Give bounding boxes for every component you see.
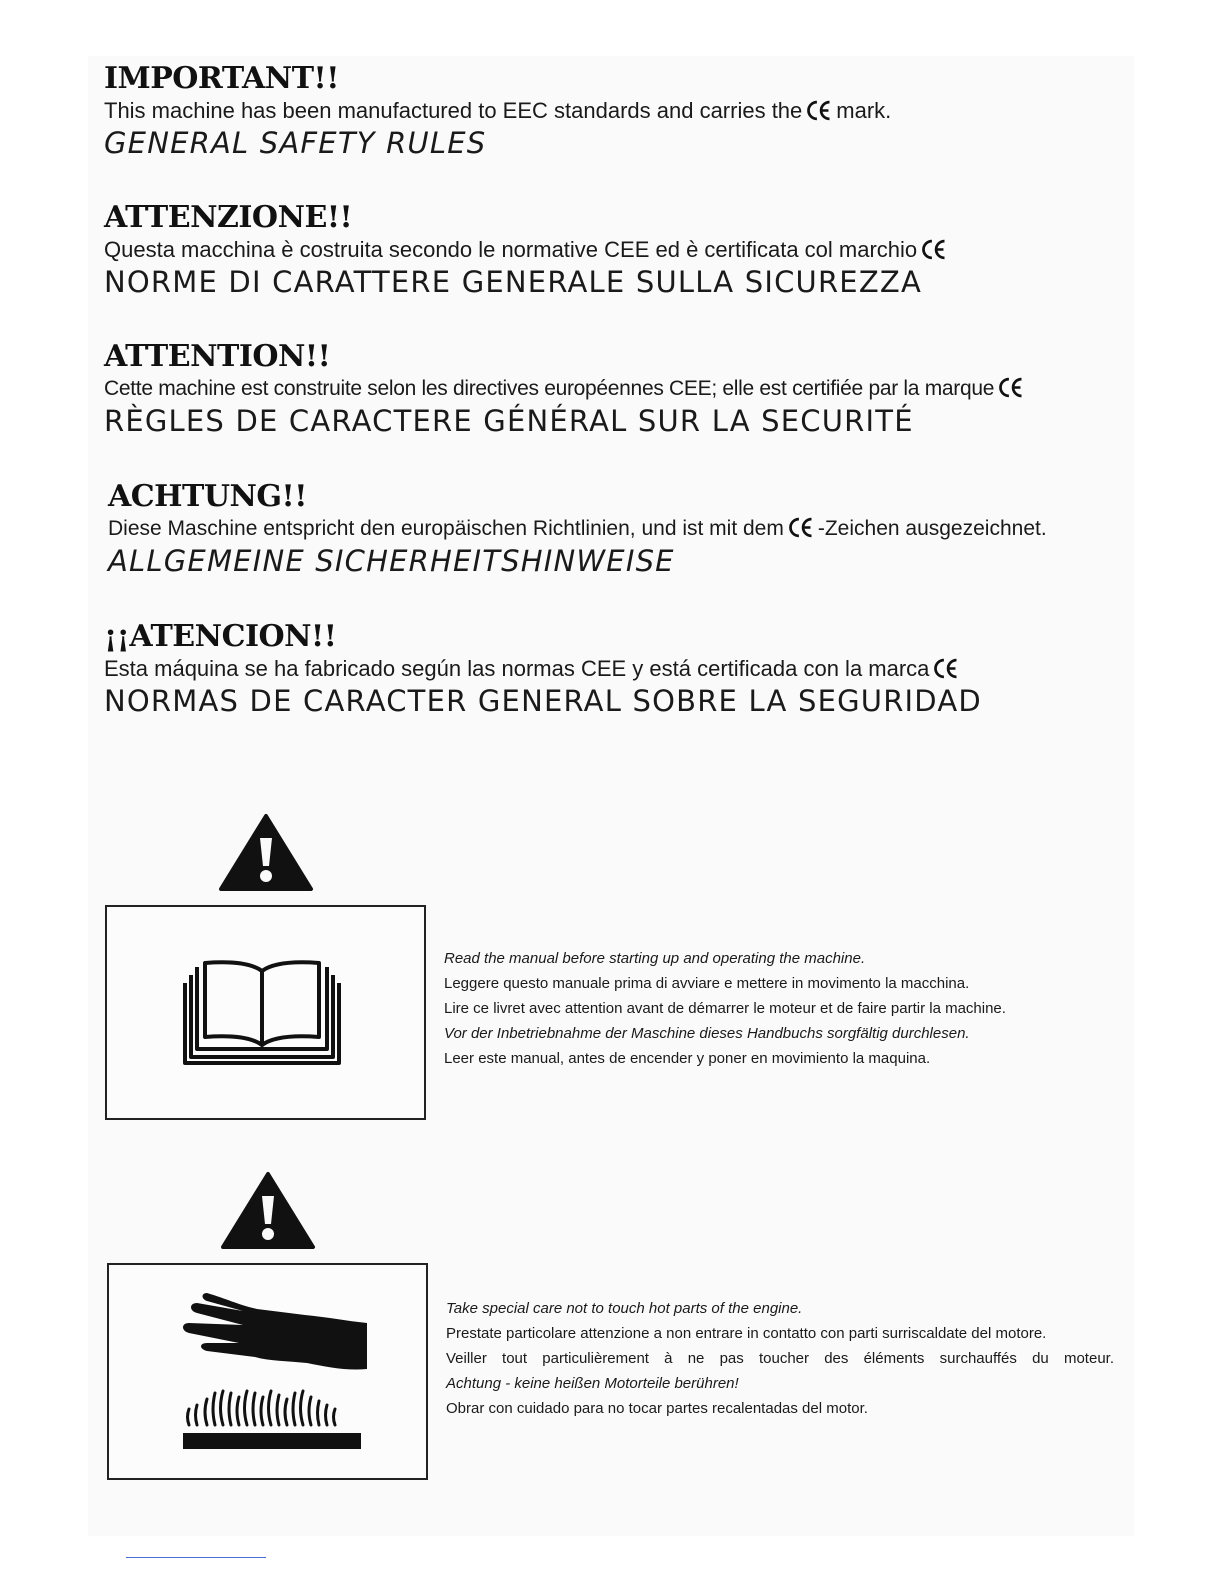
section-text: This machine has been manufactured to EEC standards and carries the mark. (104, 98, 892, 123)
section-heading: ACHTUNG!! (108, 479, 307, 514)
section-subtitle: ALLGEMEINE SICHERHEITSHINWEISE (108, 544, 675, 578)
warning-line: Lire ce livret avec attention avant de démarrer le moteur et de faire partir la machine. (444, 1000, 1006, 1017)
warning-line: Read the manual before starting up and operating the machine. (444, 950, 866, 967)
warning-line: Prestate particolare attenzione a non entrare in contatto con parti surriscaldate del motore. (446, 1325, 1047, 1342)
section-important (104, 62, 891, 160)
section-attention (104, 340, 1028, 438)
section-subtitle: GENERAL SAFETY RULES (104, 126, 487, 160)
warning-line: Take special care not to touch hot parts of the engine. (446, 1300, 803, 1317)
pictogram-box (107, 1263, 428, 1480)
pictogram-box (105, 905, 426, 1120)
section-heading: IMPORTANT!! (104, 61, 339, 96)
ce-mark-icon (933, 658, 959, 679)
warning-line: Obrar con cuidado para no tocar partes recalentadas del motor. (446, 1400, 868, 1417)
section-atencion (104, 620, 982, 718)
warning-triangle-icon (220, 1170, 316, 1250)
ce-mark-icon (806, 100, 832, 121)
warning-triangle-icon (218, 812, 314, 892)
section-subtitle: NORME DI CARATTERE GENERALE SULLA SICUREZZA (104, 265, 922, 299)
section-text: Questa macchina è costruita secondo le normative CEE ed è certificata col marchio (104, 235, 951, 265)
footer-rule (126, 1557, 266, 1558)
warning-line: Achtung - keine heißen Motorteile berühren! (446, 1375, 739, 1392)
section-text: Cette machine est construite selon les directives européennes CEE; elle est certifiée par la marque (104, 374, 1028, 404)
section-heading: ATTENTION!! (104, 339, 331, 374)
section-subtitle: RÈGLES DE CARACTERE GÉNÉRAL SUR LA SECURITÉ (104, 404, 914, 438)
section-heading: ATTENZIONE!! (104, 200, 353, 235)
warning-line: Veiller tout particulièrement à ne pas toucher des éléments surchauffés du moteur. (446, 1350, 1114, 1367)
section-heading: ¡¡ATENCION!! (104, 619, 337, 654)
hot-surface-icon (177, 1287, 367, 1457)
warning-text-read-manual (444, 946, 1114, 1071)
warning-line: Vor der Inbetriebnahme der Maschine dieses Handbuchs sorgfältig durchlesen. (444, 1025, 970, 1042)
warning-line: Leer este manual, antes de encender y poner en movimiento la maquina. (444, 1050, 931, 1067)
section-text: Diese Maschine entspricht den europäischen Richtlinien, und ist mit dem -Zeichen ausgezeichnet. (108, 517, 1047, 540)
section-achtung (108, 480, 1047, 578)
section-attenzione (104, 201, 951, 299)
read-manual-icon (181, 959, 343, 1069)
warning-line: Leggere questo manuale prima di avviare e mettere in movimento la macchina. (444, 975, 970, 992)
ce-mark-icon (788, 517, 814, 538)
ce-mark-icon (921, 239, 947, 260)
section-text: Esta máquina se ha fabricado según las normas CEE y está certificada con la marca (104, 654, 982, 684)
ce-mark-icon (998, 377, 1024, 398)
section-subtitle: NORMAS DE CARACTER GENERAL SOBRE LA SEGURIDAD (104, 684, 982, 718)
warning-text-hot-parts (446, 1296, 1114, 1421)
